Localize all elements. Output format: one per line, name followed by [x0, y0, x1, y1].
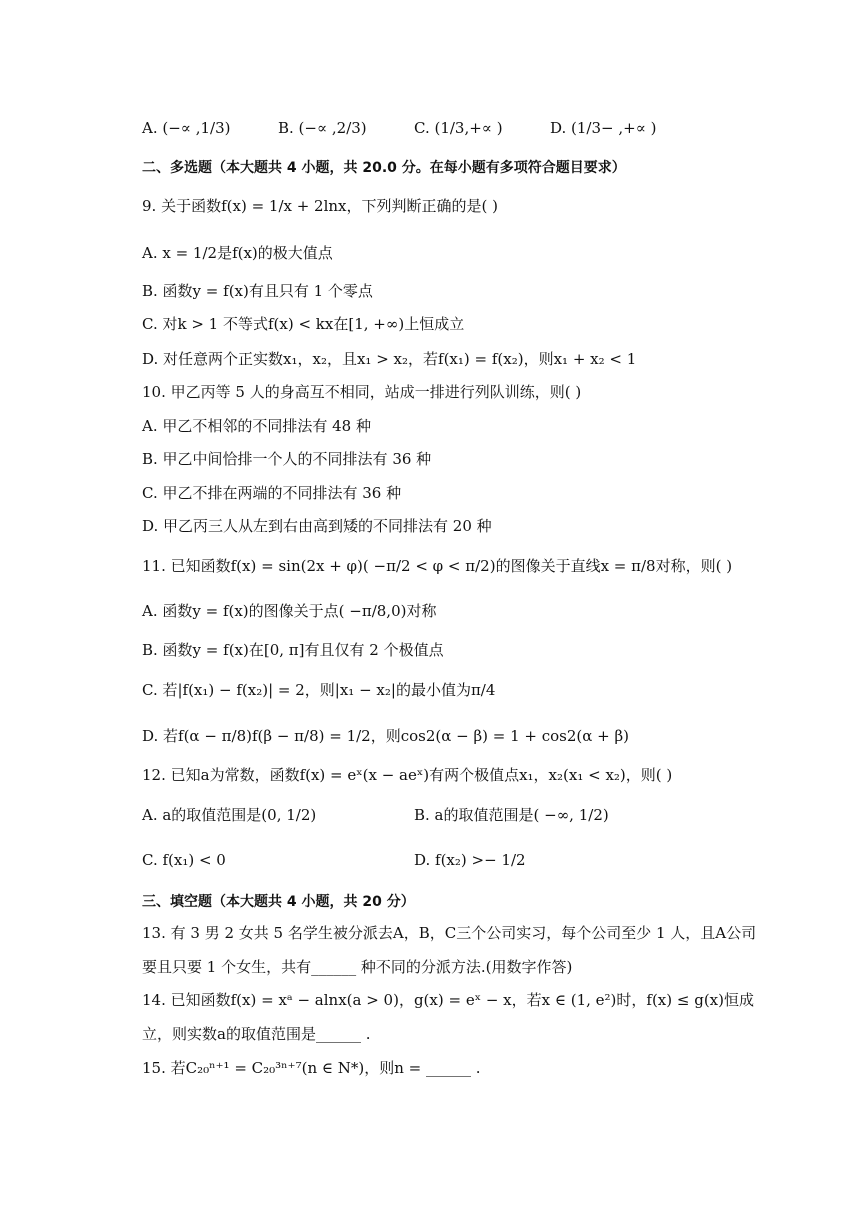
q10-option-a: A. 甲乙不相邻的不同排法有 48 种	[142, 417, 371, 435]
q10-option-b: B. 甲乙中间恰排一个人的不同排法有 36 种	[142, 450, 432, 468]
q8-option-d: D. (1/3− ,+∝ )	[550, 119, 657, 137]
q8-option-b: B. (−∝ ,2/3)	[278, 119, 367, 137]
q12-option-a: A. a的取值范围是(0, 1/2)	[142, 806, 317, 824]
q15-line-1: 15. 若C₂₀ⁿ⁺¹ = C₂₀³ⁿ⁺⁷(n ∈ N*)，则n = ______ .	[142, 1059, 481, 1077]
section-title-multiple-choice: 二、多选题（本大题共 4 小题，共 20.0 分。在每小题有多项符合题目要求）	[142, 160, 626, 176]
q11-option-a: A. 函数y = f(x)的图像关于点( −π/8,0)对称	[142, 602, 437, 620]
q11-option-c: C. 若|f(x₁) − f(x₂)| = 2，则|x₁ − x₂|的最小值为π/4	[142, 681, 496, 699]
q11-stem: 11. 已知函数f(x) = sin(2x + φ)( −π/2 < φ < π/2)的图像关于直线x = π/8对称，则( )	[142, 557, 733, 575]
q9-option-c: C. 对k > 1 不等式f(x) < kx在[1, +∞)上恒成立	[142, 315, 465, 333]
q10-option-d: D. 甲乙丙三人从左到右由高到矮的不同排法有 20 种	[142, 517, 492, 535]
q11-option-d: D. 若f(α − π/8)f(β − π/8) = 1/2，则cos2(α − β) = 1 + cos2(α + β)	[142, 727, 630, 745]
q12-stem: 12. 已知a为常数，函数f(x) = eˣ(x − aeˣ)有两个极值点x₁，x₂(x₁ < x₂)，则( )	[142, 766, 673, 784]
q9-stem: 9. 关于函数f(x) = 1/x + 2lnx，下列判断正确的是( )	[142, 197, 498, 215]
q9-option-d: D. 对任意两个正实数x₁，x₂，且x₁ > x₂，若f(x₁) = f(x₂)，则x₁ + x₂ < 1	[142, 350, 637, 368]
q9-option-b: B. 函数y = f(x)有且只有 1 个零点	[142, 282, 373, 300]
q8-option-c: C. (1/3,+∝ )	[414, 119, 503, 137]
q14-line-2: 立，则实数a的取值范围是______ .	[142, 1025, 371, 1043]
q10-stem: 10. 甲乙丙等 5 人的身高互不相同，站成一排进行列队训练，则( )	[142, 383, 582, 401]
q9-option-a: A. x = 1/2是f(x)的极大值点	[142, 244, 333, 262]
q11-option-b: B. 函数y = f(x)在[0, π]有且仅有 2 个极值点	[142, 641, 444, 659]
q8-option-a: A. (−∝ ,1/3)	[142, 119, 231, 137]
q12-option-b: B. a的取值范围是( −∞, 1/2)	[414, 806, 609, 824]
q13-line-1: 13. 有 3 男 2 女共 5 名学生被分派去A，B，C三个公司实习，每个公司至少 1 人，且A公司	[142, 924, 757, 942]
q12-option-c: C. f(x₁) < 0	[142, 851, 226, 869]
q10-option-c: C. 甲乙不排在两端的不同排法有 36 种	[142, 484, 402, 502]
q14-line-1: 14. 已知函数f(x) = xᵃ − alnx(a > 0)，g(x) = eˣ − x，若x ∈ (1, e²)时，f(x) ≤ g(x)恒成	[142, 991, 754, 1009]
section-title-fill-in: 三、填空题（本大题共 4 小题，共 20 分）	[142, 894, 415, 910]
q12-option-d: D. f(x₂) >− 1/2	[414, 851, 526, 869]
q13-line-2: 要且只要 1 个女生，共有______ 种不同的分派方法.(用数字作答)	[142, 958, 573, 976]
